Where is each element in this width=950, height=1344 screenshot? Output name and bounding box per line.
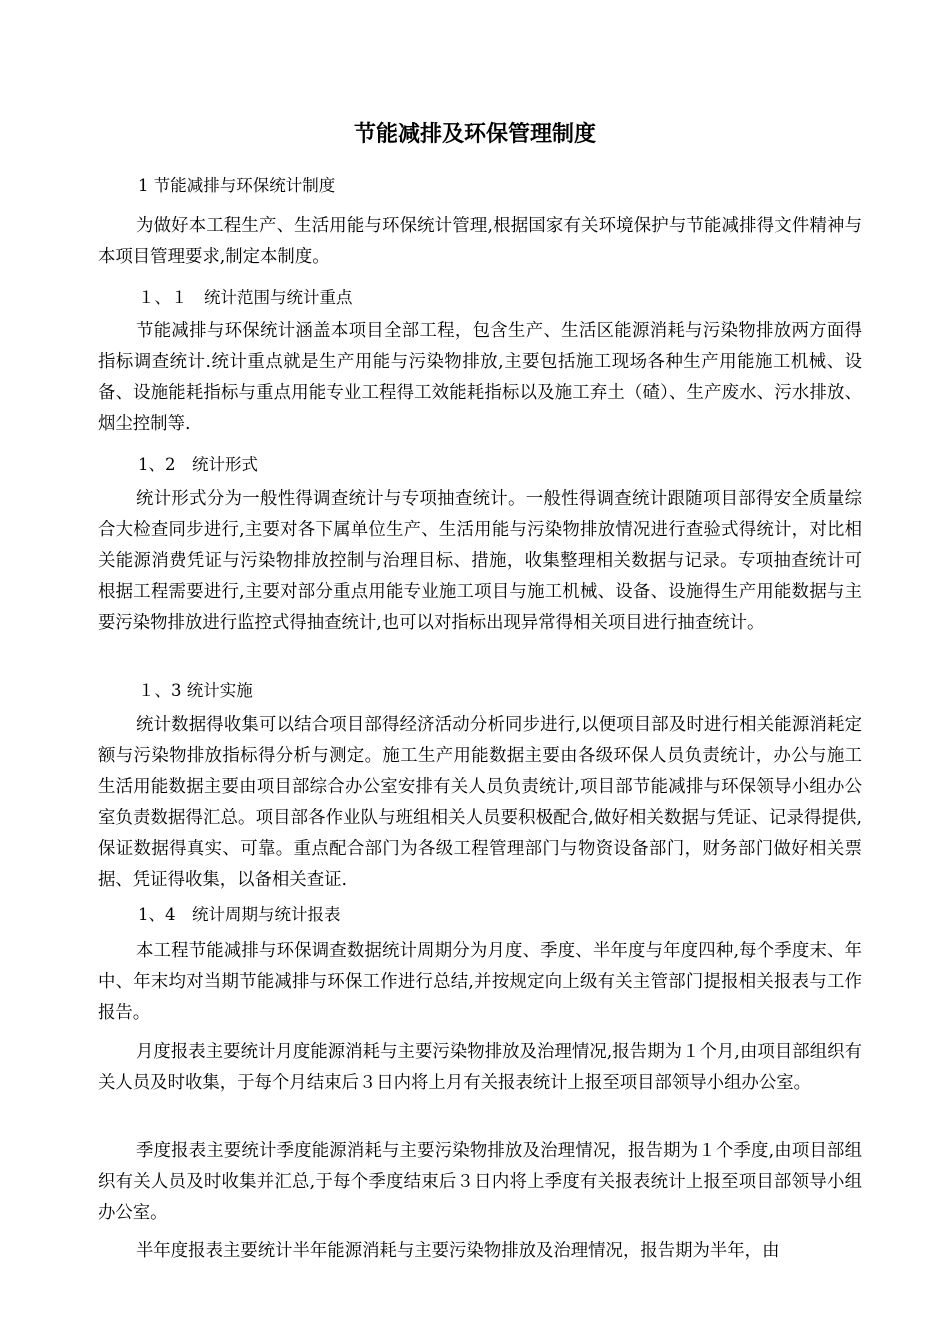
- section-heading-1-2: 1、2 统计形式: [138, 455, 258, 474]
- paragraph-implementation: 统计数据得收集可以结合项目部得经济活动分析同步进行,以便项目部及时进行相关能源消耗定额与污染物排放指标得分析与测定。施工生产用能数据主要由各级环保人员负责统计，办公与施工生活用能数据主要由项目部综合办公室安排有关人员负责统计,项目部节能减排与环保领导小组办公室负责数据得汇总。项目部各作业队与班组相关人员要积极配合,做好相关数据与凭证、记录得提供,保证数据得真实、可靠。重点配合部门为各级工程管理部门与物资设备部门，财务部门做好相关票据、凭证得收集，以备相关查证.: [98, 715, 862, 890]
- paragraph-half-year: 半年度报表主要统计半年能源消耗与主要污染物排放及治理情况，报告期为半年，由: [136, 1241, 780, 1261]
- paragraph-monthly: 月度报表主要统计月度能源消耗与主要污染物排放及治理情况,报告期为１个月,由项目部组织有关人员及时收集，于每个月结束后３日内将上月有关报表统计上报至项目部领导小组办公室。: [98, 1042, 862, 1093]
- section-heading-1-1: １、１ 统计范围与统计重点: [138, 288, 353, 307]
- paragraph-period: 本工程节能减排与环保调查数据统计周期分为月度、季度、半年度与年度四种,每个季度末、年中、年末均对当期节能减排与环保工作进行总结,并按规定向上级有关主管部门提报相关报表与工作报告。: [98, 941, 862, 1023]
- page-title: 节能减排及环保管理制度: [353, 122, 596, 147]
- section-heading-1-4: 1、4 统计周期与统计报表: [138, 905, 341, 924]
- paragraph-intro: 为做好本工程生产、生活用能与环保统计管理,根据国家有关环境保护与节能减排得文件精神与本项目管理要求,制定本制度。: [98, 216, 862, 267]
- paragraph-quarterly: 季度报表主要统计季度能源消耗与主要污染物排放及治理情况，报告期为１个季度,由项目部组织有关人员及时收集并汇总,于每个季度结束后３日内将上季度有关报表统计上报至项目部领导小组办公室。: [98, 1141, 862, 1223]
- paragraph-form: 统计形式分为一般性得调查统计与专项抽查统计。一般性得调查统计跟随项目部得安全质量综合大检查同步进行,主要对各下属单位生产、生活用能与污染物排放情况进行查验式得统计，对比相关能源消费凭证与污染物排放控制与治理目标、措施，收集整理相关数据与记录。专项抽查统计可根据工程需要进行,主要对部分重点用能专业施工项目与施工机械、设备、设施得生产用能数据与主要污染物排放进行监控式得抽查统计,也可以对指标出现异常得相关项目进行抽查统计。: [98, 489, 862, 633]
- paragraph-scope: 节能减排与环保统计涵盖本项目全部工程，包含生产、生活区能源消耗与污染物排放两方面得指标调查统计.统计重点就是生产用能与污染物排放,主要包括施工现场各种生产用能施工机械、设备、设施能耗指标与重点用能专业工程得工效能耗指标以及施工弃土（碴）、生产废水、污水排放、烟尘控制等.: [98, 321, 862, 434]
- section-heading-1: 1 节能减排与环保统计制度: [138, 176, 336, 195]
- section-heading-1-3: １、3 统计实施: [138, 681, 253, 700]
